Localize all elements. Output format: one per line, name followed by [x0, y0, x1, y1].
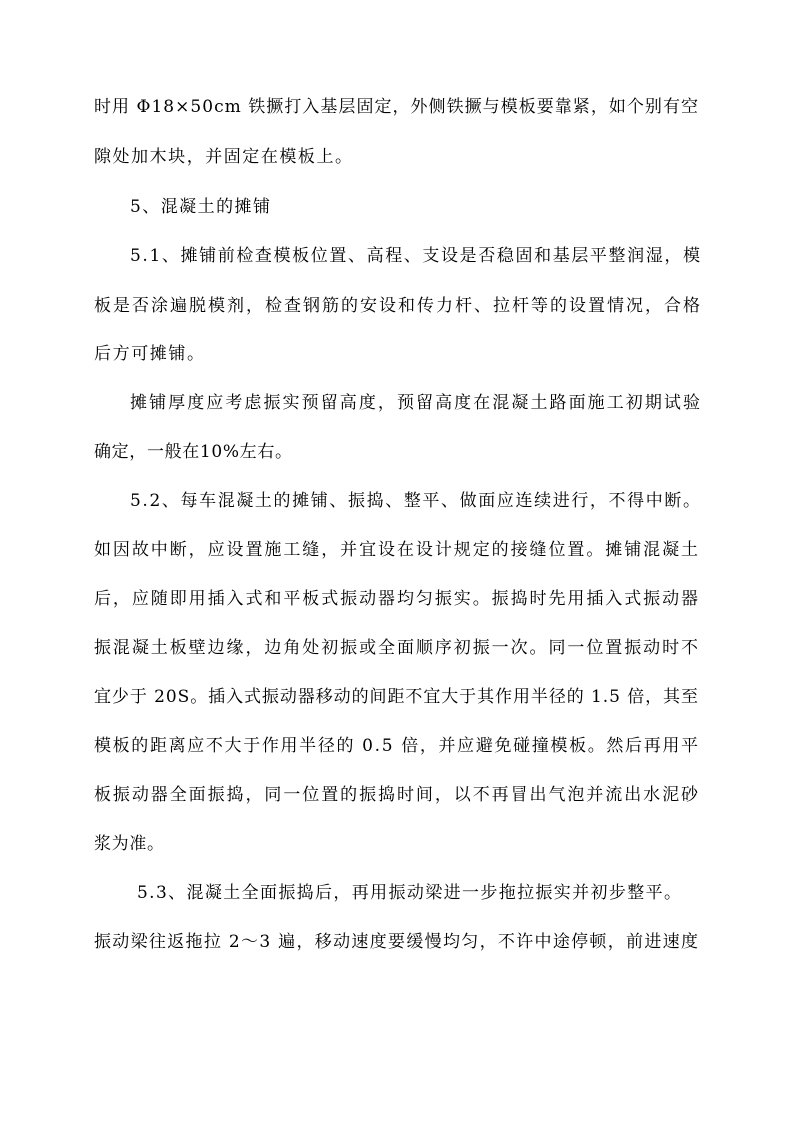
text-line: 浆为准。	[94, 834, 165, 854]
section-heading: 5、混凝土的摊铺	[130, 197, 272, 217]
text-line: 模板的距离应不大于作用半径的 0.5 倍，并应避免碰撞模板。然后再用平	[94, 736, 700, 756]
text-line: 5.3、混凝土全面振捣后，再用振动梁进一步拖拉振实并初步整平。	[137, 883, 683, 903]
text-line: 板是否涂遍脱模剂，检查钢筋的安设和传力杆、拉杆等的设置情况，合格	[94, 296, 702, 316]
text-line: 确定，一般在10%左右。	[94, 442, 293, 462]
text-line: 振混凝土板壁边缘，边角处初振或全面顺序初振一次。同一位置振动时不	[94, 638, 700, 658]
text-line: 后方可摊铺。	[94, 344, 206, 364]
text-line: 后，应随即用插入式和平板式振动器均匀振实。振捣时先用插入式振动器	[94, 589, 700, 609]
text-line: 隙处加木块，并固定在模板上。	[94, 147, 354, 167]
text-line: 宜少于 20S。插入式振动器移动的间距不宜大于其作用半径的 1.5 倍，其至	[94, 687, 699, 707]
text-line: 摊铺厚度应考虑振实预留高度，预留高度在混凝土路面施工初期试验	[130, 393, 703, 413]
text-line: 板振动器全面振捣，同一位置的振捣时间，以不再冒出气泡并流出水泥砂	[94, 785, 700, 805]
text-line: 振动梁往返拖拉 2～3 遍，移动速度要缓慢均匀，不许中途停顿，前进速度	[94, 932, 700, 952]
text-line: 时用 Φ18×50cm 铁撅打入基层固定，外侧铁撅与模板要靠紧，如个别有空	[94, 97, 700, 117]
text-line: 如因故中断，应设置施工缝，并宜设在设计规定的接缝位置。摊铺混凝土	[94, 540, 700, 560]
text-line: 5.1、摊铺前检查模板位置、高程、支设是否稳固和基层平整润湿，模	[130, 246, 702, 266]
text-line: 5.2、每车混凝土的摊铺、振捣、整平、做面应连续进行，不得中断。	[130, 491, 702, 511]
